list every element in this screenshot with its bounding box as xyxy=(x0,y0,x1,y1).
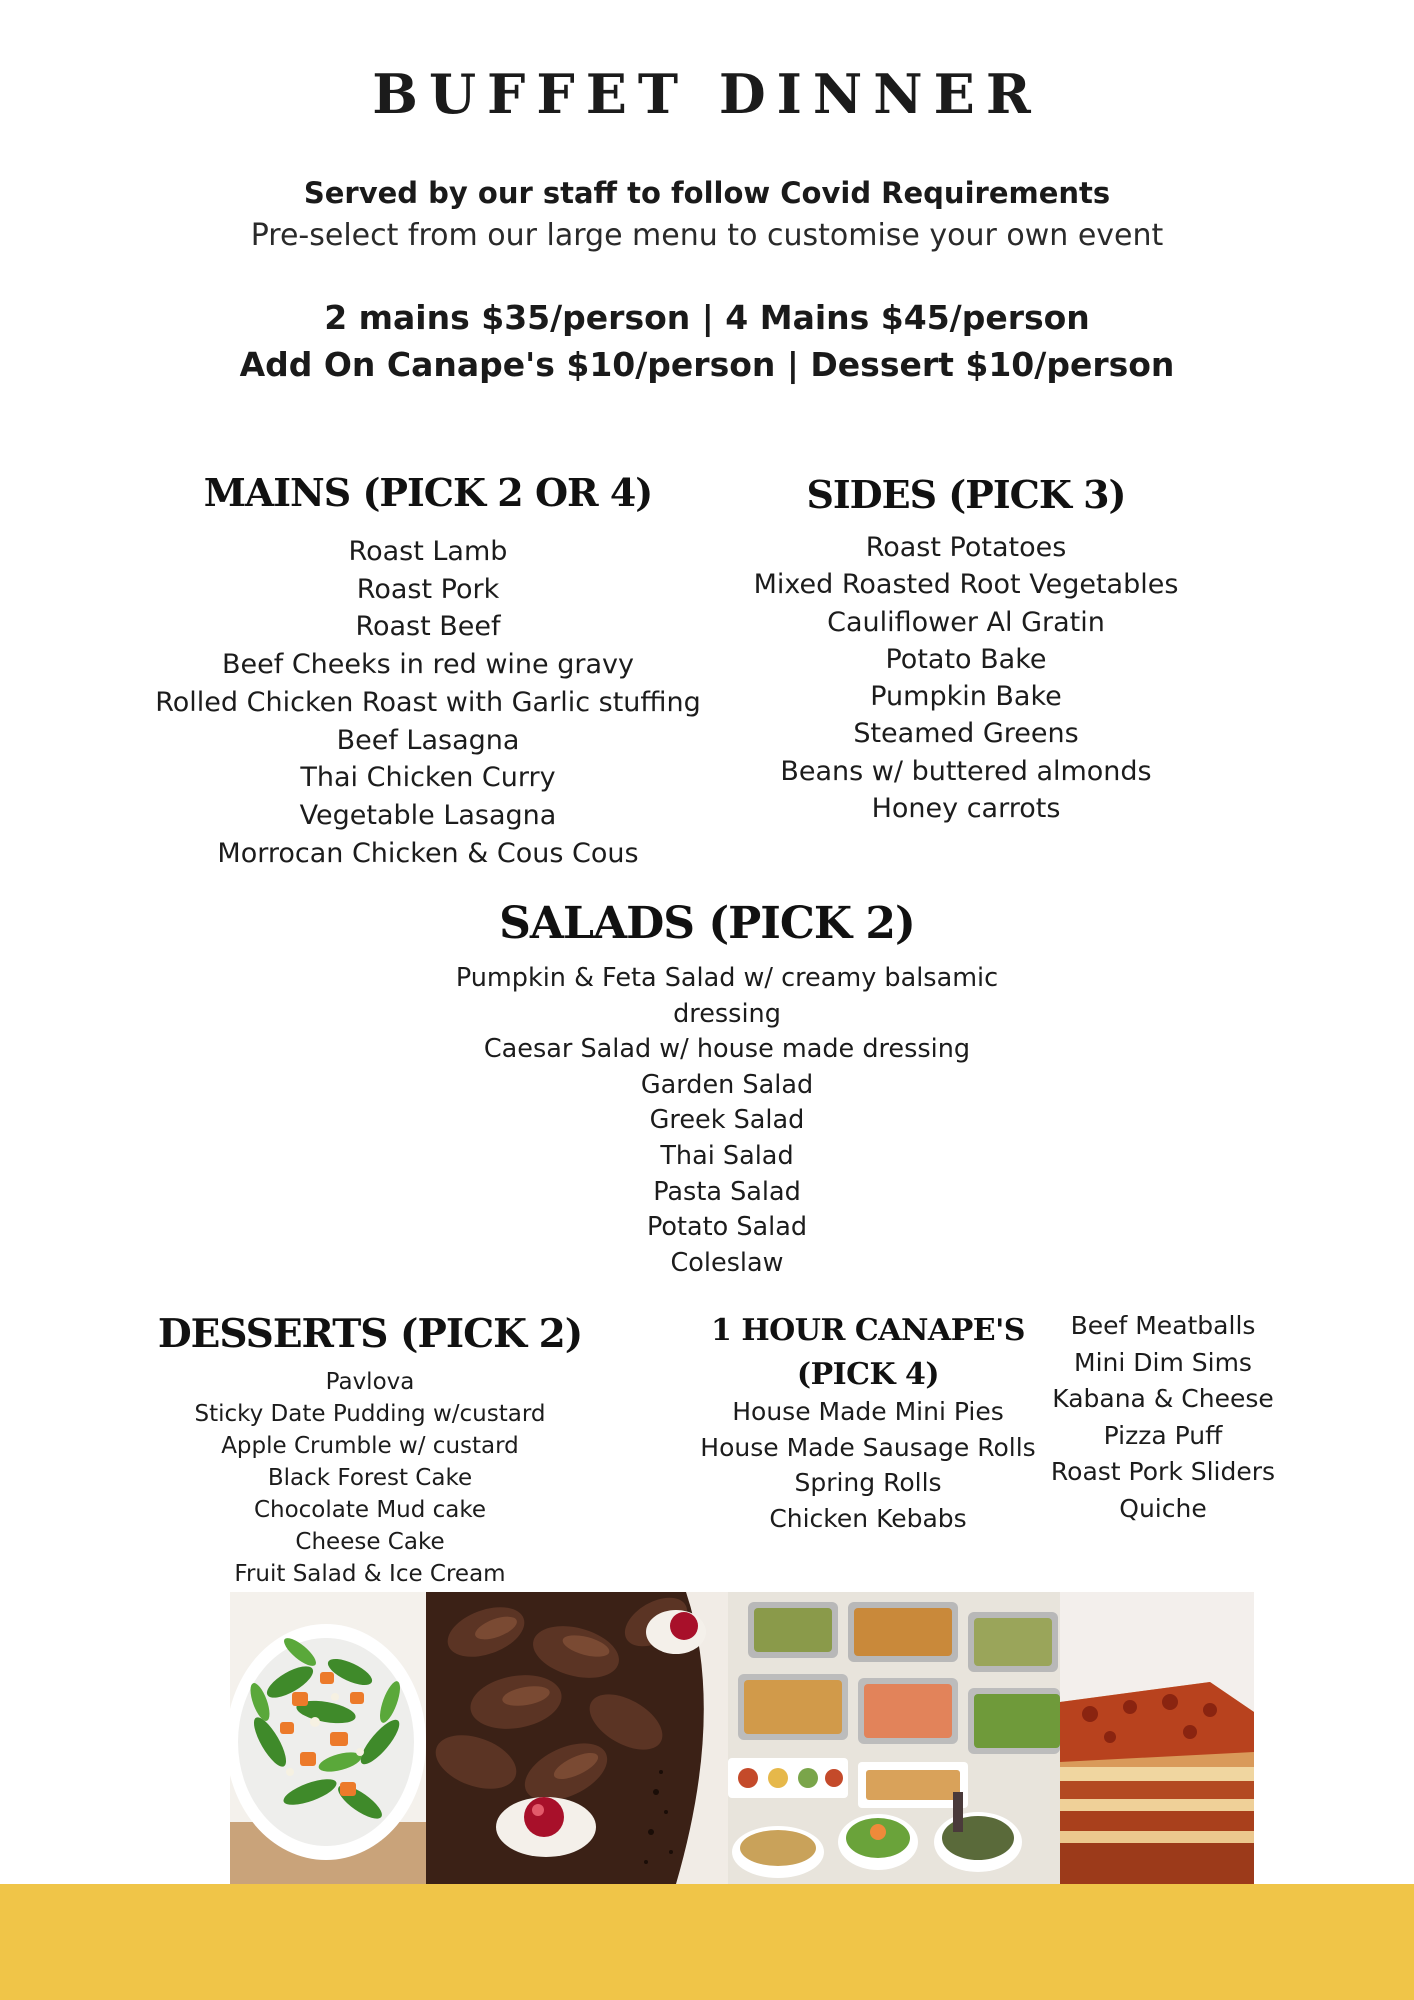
desserts-heading: DESSERTS (PICK 2) xyxy=(157,1311,583,1357)
list-item: Sticky Date Pudding w/custard xyxy=(194,1401,546,1427)
list-item: Cheese Cake xyxy=(295,1529,445,1555)
sides-heading: SIDES (PICK 3) xyxy=(806,472,1126,517)
black-forest-cake-photo xyxy=(426,1592,728,1884)
preselect-note: Pre-select from our large menu to customise your own event xyxy=(250,218,1164,253)
list-item: Steamed Greens xyxy=(853,718,1079,750)
food-photo-strip xyxy=(230,1592,1254,1884)
list-item: Coleslaw xyxy=(670,1247,784,1278)
list-item: Vegetable Lasagna xyxy=(299,799,557,831)
sides-list xyxy=(706,529,1226,827)
list-item: Potato Bake xyxy=(885,643,1047,675)
list-item: House Made Sausage Rolls xyxy=(700,1432,1036,1462)
list-item: Morrocan Chicken & Cous Cous xyxy=(217,837,639,869)
footer-band xyxy=(0,1884,1414,2000)
lasagna-photo xyxy=(1060,1592,1254,1884)
list-item: Thai Salad xyxy=(660,1140,794,1171)
canapes-heading-line1: 1 HOUR CANAPE'S xyxy=(711,1313,1025,1348)
list-item: Chocolate Mud cake xyxy=(253,1497,487,1523)
list-item: Roast Pork Sliders xyxy=(1050,1457,1276,1487)
list-item: House Made Mini Pies xyxy=(732,1397,1004,1426)
list-item: Pasta Salad xyxy=(653,1176,801,1207)
pricing-mains: 2 mains $35/person | 4 Mains $45/person xyxy=(324,298,1090,337)
mains-list xyxy=(128,533,728,872)
list-item: Roast Pork xyxy=(356,573,500,605)
list-item: Honey carrots xyxy=(871,793,1061,825)
buffet-trays-photo xyxy=(728,1592,1060,1884)
list-item: Caesar Salad w/ house made dressing xyxy=(483,1034,971,1065)
list-item: Fruit Salad & Ice Cream xyxy=(234,1561,506,1587)
list-item: Cauliflower Al Gratin xyxy=(827,606,1105,638)
list-item: Pizza Puff xyxy=(1103,1420,1223,1450)
desserts-list xyxy=(150,1366,590,1590)
list-item: Thai Chicken Curry xyxy=(300,762,556,794)
list-item: Greek Salad xyxy=(649,1105,805,1136)
list-item: Beans w/ buttered almonds xyxy=(780,755,1152,787)
canapes-list-right xyxy=(1022,1308,1304,1528)
list-item: Chicken Kebabs xyxy=(769,1503,967,1533)
canapes-heading-line2: (PICK 4) xyxy=(796,1357,940,1392)
list-item: Pavlova xyxy=(325,1369,415,1395)
list-item: Quiche xyxy=(1119,1493,1207,1523)
list-item: Apple Crumble w/ custard xyxy=(221,1433,519,1459)
list-item: Pumpkin & Feta Salad w/ creamy balsamic dressing xyxy=(455,963,999,1029)
list-item: Black Forest Cake xyxy=(267,1465,473,1491)
list-item: Roast Beef xyxy=(355,611,501,643)
list-item: Roast Potatoes xyxy=(865,532,1067,563)
staff-service-note: Served by our staff to follow Covid Requirements xyxy=(303,176,1111,210)
salads-list xyxy=(437,961,1017,1281)
canapes-list-left xyxy=(688,1394,1048,1536)
list-item: Beef Meatballs xyxy=(1070,1311,1256,1340)
list-item: Potato Salad xyxy=(646,1212,808,1243)
mains-heading: MAINS (PICK 2 OR 4) xyxy=(203,470,653,515)
list-item: Beef Cheeks in red wine gravy xyxy=(222,649,634,681)
list-item: Rolled Chicken Roast with Garlic stuffing xyxy=(155,686,701,718)
list-item: Kabana & Cheese xyxy=(1052,1384,1274,1414)
page-title: BUFFET DINNER xyxy=(372,62,1042,126)
list-item: Beef Lasagna xyxy=(336,724,520,756)
list-item: Mini Dim Sims xyxy=(1074,1347,1252,1377)
salad-photo xyxy=(230,1592,426,1884)
list-item: Roast Lamb xyxy=(348,536,508,567)
canapes-heading xyxy=(688,1309,1048,1397)
list-item: Spring Rolls xyxy=(794,1468,942,1497)
list-item: Mixed Roasted Root Vegetables xyxy=(753,569,1179,601)
list-item: Garden Salad xyxy=(640,1069,814,1100)
salads-heading: SALADS (PICK 2) xyxy=(499,898,915,949)
list-item: Pumpkin Bake xyxy=(870,681,1062,713)
pricing-addons: Add On Canape's $10/person | Dessert $10/person xyxy=(239,345,1175,384)
